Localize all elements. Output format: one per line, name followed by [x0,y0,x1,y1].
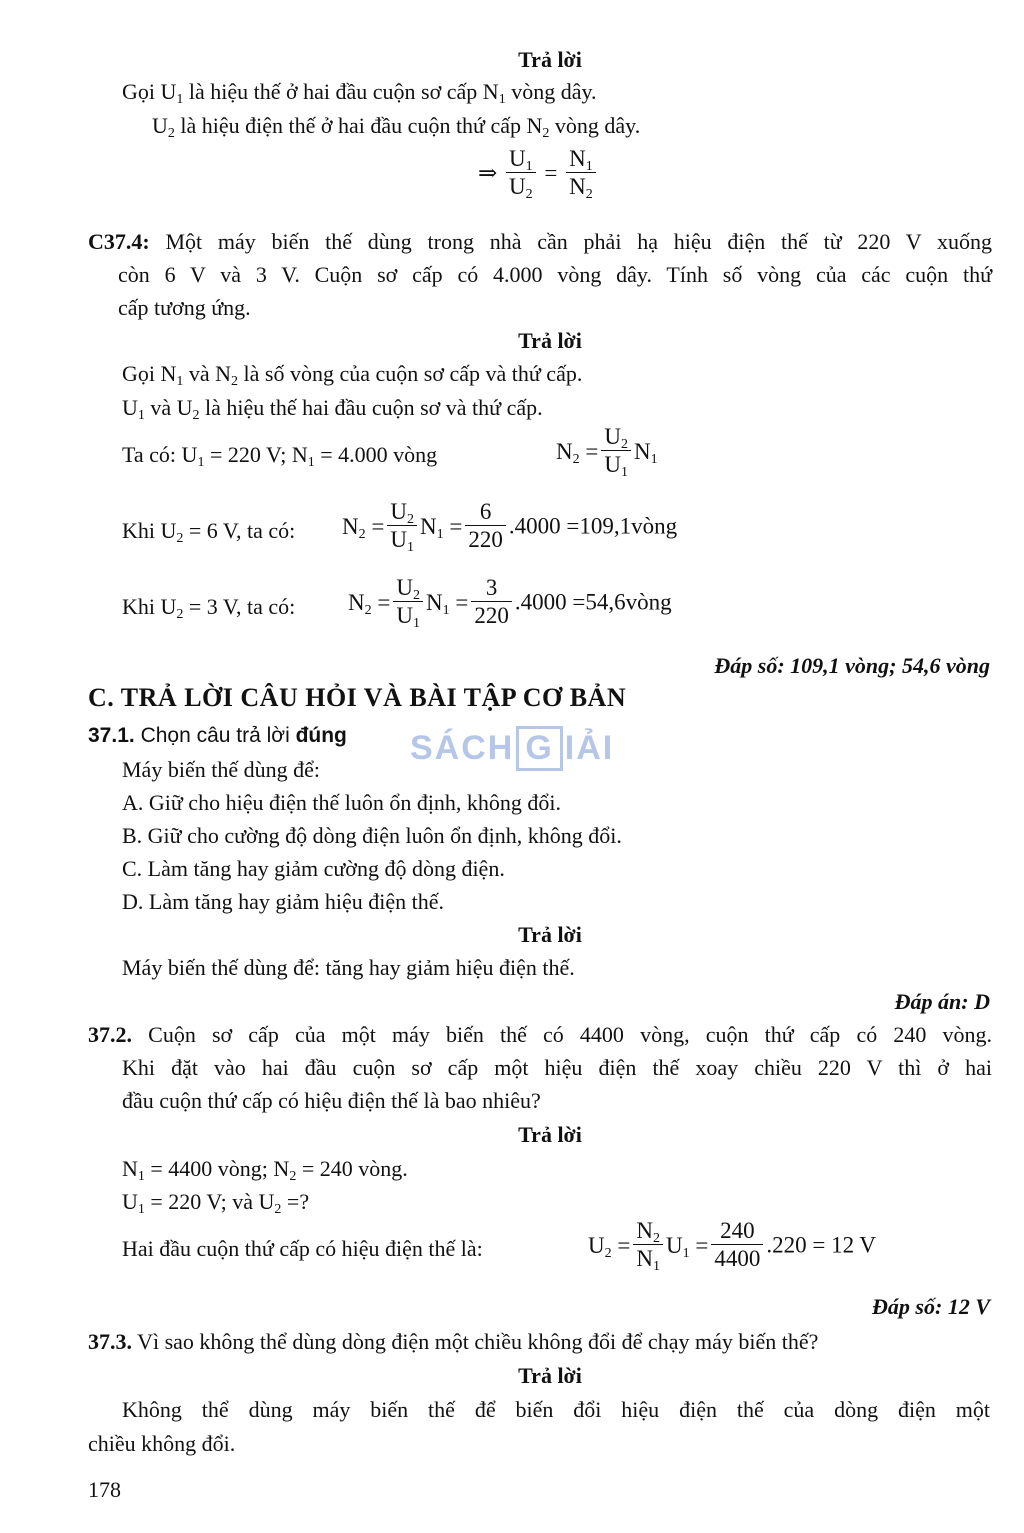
question-37-3: 37.3. Vì sao không thể dùng dòng điện một chiều không đổi để chạy máy biến thế? [88,1329,819,1354]
case-label: Khi $U_2 = 3$ V, ta có: [122,594,296,622]
text-line: Hai đầu cuộn thứ cấp có hiệu điện thế là: [122,1236,483,1261]
formula-n2: $N_2$ = $\frac{U_2}{U_1}$ $N_1$ [556,424,658,481]
final-answer: Đáp số: 109,1 vòng; 54,6 vòng [714,653,990,678]
answer-heading: Trả lời [518,47,582,72]
answer-heading: Trả lời [518,922,582,947]
section-heading: C. TRẢ LỜI CÂU HỎI VÀ BÀI TẬP CƠ BẢN [88,683,627,712]
option-b: B. Giữ cho cường độ dòng điện luôn ổn định, không đổi. [122,823,622,848]
formula-case-1: $N_2$ = $\frac{U_2}{U_1}$ $N_1$ = $\frac{6}{220}$ .4000 =109,1vòng [342,499,678,556]
option-a: A. Giữ cho hiệu điện thế luôn ổn định, không đổi. [122,790,562,815]
given-values: Ta có: $U_1 = 220$ V; $N_1 = 4.000$ vòng [122,442,438,470]
question-stem: Máy biến thế dùng để: [122,757,320,782]
case-label: Khi $U_2 = 6$ V, ta có: [122,518,296,546]
question-c37-4-line: C37.4: Một máy biến thế dùng trong nhà cần phải hạ hiệu điện thế từ 220 V xuống [88,229,992,254]
question-c37-4-line: còn 6 V và 3 V. Cuộn sơ cấp có 4.000 vòng dây. Tính số vòng của các cuộn thứ [118,262,992,287]
final-answer: Đáp án: D [894,989,990,1014]
watermark-logo: SÁCH G IẢI [410,726,614,771]
question-37-2-line: 37.2. Cuộn sơ cấp của một máy biến thế có 4400 vòng, cuộn thứ cấp có 240 vòng. [88,1022,992,1047]
answer-heading: Trả lời [518,328,582,353]
answer-heading: Trả lời [518,1363,582,1388]
formula-ratio: ⇒ $\frac{U_1}{U_2}$ = $\frac{N_1}{N_2}$ [478,146,599,201]
formula-u2: $U_2$ = $\frac{N_2}{N_1}$ $U_1$ = $\frac{240}{4400}$ .220 = 12 V [588,1218,877,1275]
answer-text: chiều không đổi. [88,1431,236,1456]
text-line: $U_2$ là hiệu điện thế ở hai đầu cuộn thứ cấp $N_2$ vòng dây. [152,113,641,141]
answer-text: Không thể dùng máy biến thế để biến đổi hiệu điện thế của dòng điện một [122,1397,990,1422]
text-line: $N_1 = 4400$ vòng; $N_2 = 240$ vòng. [122,1156,408,1184]
question-c37-4-line: cấp tương ứng. [118,295,251,320]
question-37-2-line: Khi đặt vào hai đầu cuộn sơ cấp một hiệu điện thế xoay chiều 220 V thì ở hai [122,1055,992,1080]
answer-text: Máy biến thế dùng để: tăng hay giảm hiệu điện thế. [122,955,575,980]
text-line: Gọi $N_1$ và $N_2$ là số vòng của cuộn sơ cấp và thứ cấp. [122,361,583,389]
option-c: C. Làm tăng hay giảm cường độ dòng điện. [122,856,505,881]
text-line: $U_1 = 220$ V; và $U_2$ =? [122,1189,310,1217]
page-number: 178 [88,1477,121,1502]
option-d: D. Làm tăng hay giảm hiệu điện thế. [122,889,444,914]
final-answer: Đáp số: 12 V [872,1294,990,1319]
question-37-1: 37.1. Chọn câu trả lời đúng [88,724,347,747]
question-37-2-line: đầu cuộn thứ cấp có hiệu điện thế là bao nhiêu? [122,1088,541,1113]
formula-case-2: $N_2$ = $\frac{U_2}{U_1}$ $N_1$ = $\frac{3}{220}$ .4000 =54,6vòng [348,575,672,632]
answer-heading: Trả lời [518,1122,582,1147]
text-line: $U_1$ và $U_2$ là hiệu thế hai đầu cuộn sơ và thứ cấp. [122,395,543,423]
text-line: Gọi $U_1$ là hiệu thế ở hai đầu cuộn sơ cấp $N_1$ vòng dây. [122,79,597,107]
